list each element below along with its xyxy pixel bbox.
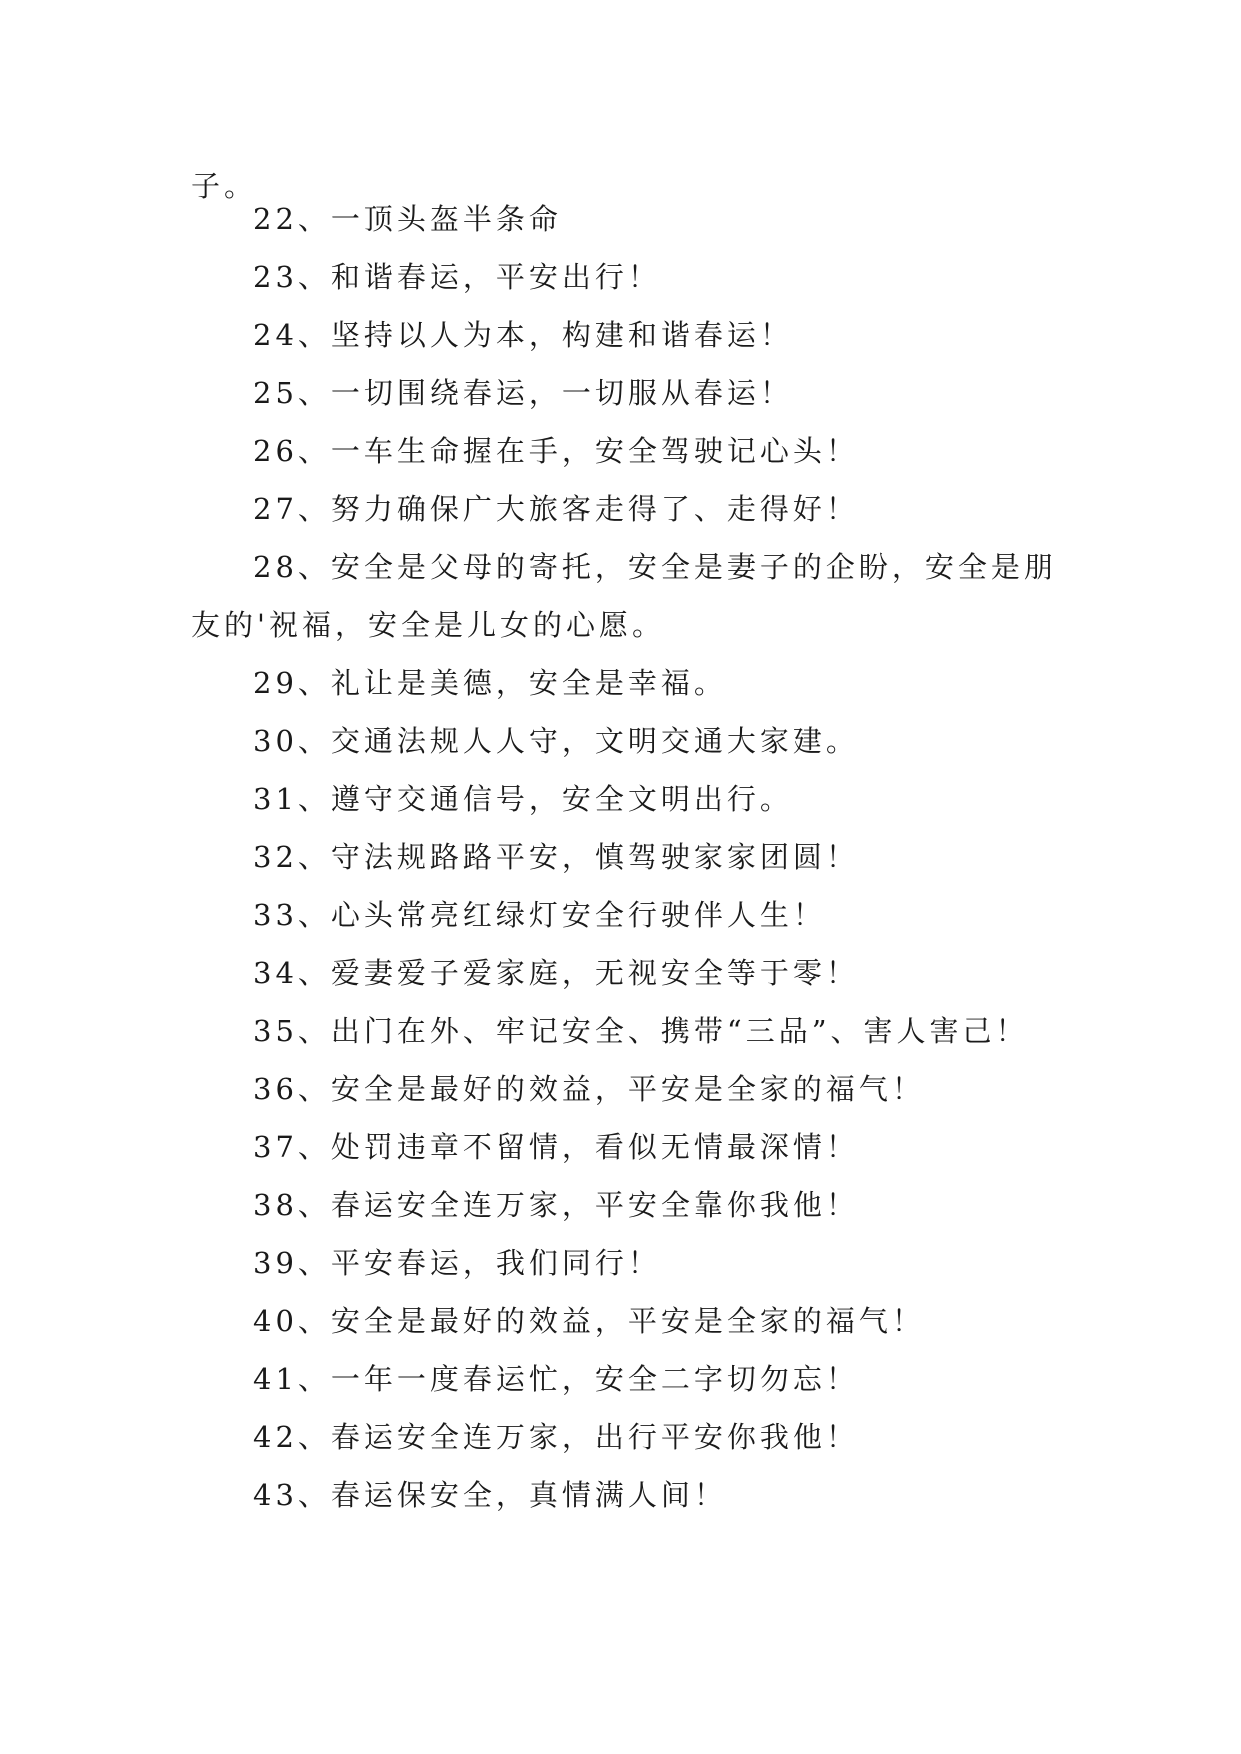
paragraph-36: 36、安全是最好的效益，平安是全家的福气！	[253, 1072, 925, 1106]
paragraph-26: 26、一车生命握在手，安全驾驶记心头！	[253, 434, 859, 468]
paragraph-41: 41、一年一度春运忙，安全二字切勿忘！	[253, 1362, 859, 1396]
paragraph-24: 24、坚持以人为本，构建和谐春运！	[253, 318, 793, 352]
paragraph-39: 39、平安春运，我们同行！	[253, 1246, 661, 1280]
paragraph-continuation: 子。	[191, 169, 258, 203]
paragraph-32: 32、守法规路路平安，慎驾驶家家团圆！	[253, 840, 859, 874]
paragraph-31: 31、遵守交通信号，安全文明出行。	[253, 782, 793, 816]
paragraph-38: 38、春运安全连万家，平安全靠你我他！	[253, 1188, 859, 1222]
paragraph-23: 23、和谐春运，平安出行！	[253, 260, 661, 294]
paragraph-34: 34、爱妻爱子爱家庭，无视安全等于零！	[253, 956, 859, 990]
paragraph-27: 27、努力确保广大旅客走得了、走得好！	[253, 492, 859, 526]
paragraph-28: 28、安全是父母的寄托，安全是妻子的企盼，安全是朋友的'祝福，安全是儿女的心愿。	[191, 550, 1057, 642]
paragraph-33: 33、心头常亮红绿灯安全行驶伴人生！	[253, 898, 826, 932]
paragraph-43: 43、春运保安全，真情满人间！	[253, 1478, 727, 1512]
paragraph-35: 35、出门在外、牢记安全、携带“三品”、害人害己！	[253, 1014, 1029, 1048]
paragraph-29: 29、礼让是美德，安全是幸福。	[253, 666, 727, 700]
paragraph-42: 42、春运安全连万家，出行平安你我他！	[253, 1420, 859, 1454]
paragraph-25: 25、一切围绕春运，一切服从春运！	[253, 376, 793, 410]
paragraph-30: 30、交通法规人人守，文明交通大家建。	[253, 724, 859, 758]
paragraph-22: 22、一顶头盔半条命	[253, 202, 562, 236]
paragraph-37: 37、处罚违章不留情，看似无情最深情！	[253, 1130, 859, 1164]
paragraph-40: 40、安全是最好的效益，平安是全家的福气！	[253, 1304, 925, 1338]
